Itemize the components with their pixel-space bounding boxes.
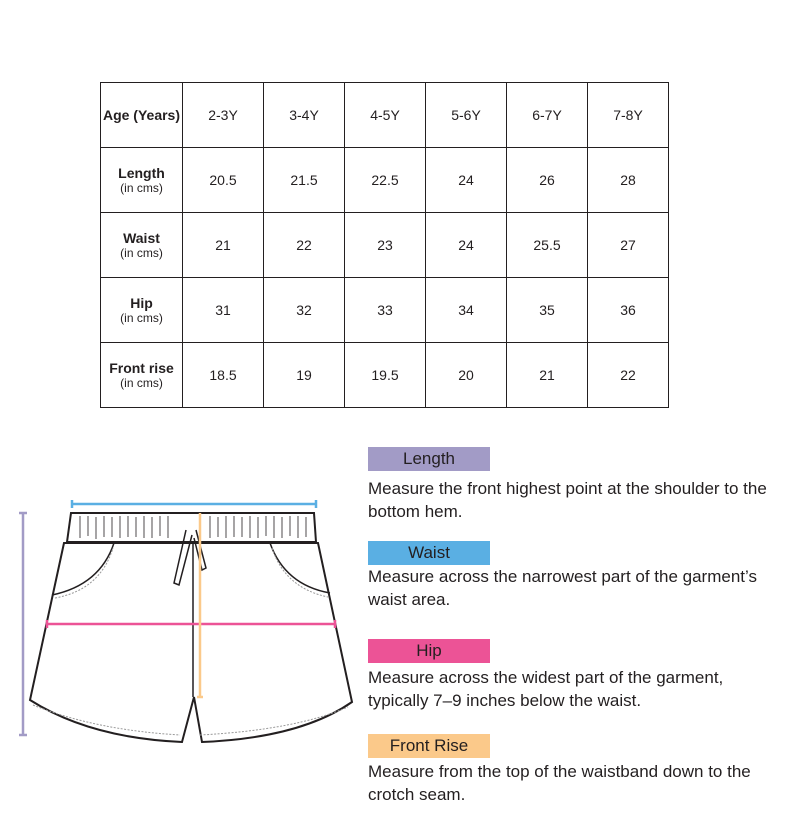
size-col: 7-8Y	[588, 83, 669, 148]
table-cell: 36	[588, 278, 669, 343]
table-cell: 32	[264, 278, 345, 343]
size-col: 6-7Y	[507, 83, 588, 148]
table-cell: 19.5	[345, 343, 426, 408]
measure-name: Waist	[123, 230, 160, 246]
table-cell: 21	[507, 343, 588, 408]
length-measure-line	[19, 513, 27, 735]
hip-description: Measure across the widest part of the garment, typically 7–9 inches below the waist.	[368, 668, 724, 710]
measure-name: Length	[118, 165, 165, 181]
size-col: 2-3Y	[183, 83, 264, 148]
shorts-outline	[30, 513, 352, 742]
measure-name: Front rise	[109, 360, 174, 376]
table-cell: 22	[264, 213, 345, 278]
length-description: Measure the front highest point at the shoulder to the bottom hem.	[368, 479, 767, 521]
table-cell: 20.5	[183, 148, 264, 213]
table-cell: 24	[426, 148, 507, 213]
waist-description: Measure across the narrowest part of the garment’s waist area.	[368, 567, 757, 609]
measure-unit: (in cms)	[120, 246, 163, 260]
table-cell: 34	[426, 278, 507, 343]
measure-unit: (in cms)	[120, 376, 163, 390]
table-cell: 19	[264, 343, 345, 408]
measure-name: Hip	[130, 295, 153, 311]
length-legend-label: Length	[368, 447, 490, 471]
table-cell: 23	[345, 213, 426, 278]
table-cell: 21	[183, 213, 264, 278]
table-cell: 18.5	[183, 343, 264, 408]
table-cell: 22.5	[345, 148, 426, 213]
table-cell: 31	[183, 278, 264, 343]
size-col: 5-6Y	[426, 83, 507, 148]
size-col: 4-5Y	[345, 83, 426, 148]
table-cell: 21.5	[264, 148, 345, 213]
measure-unit: (in cms)	[120, 311, 163, 325]
table-cell: 27	[588, 213, 669, 278]
header-label: Age (Years)	[101, 83, 183, 148]
table-cell: 24	[426, 213, 507, 278]
table-cell: 28	[588, 148, 669, 213]
table-cell: 35	[507, 278, 588, 343]
front-rise-description: Measure from the top of the waistband down to the crotch seam.	[368, 762, 751, 804]
size-col: 3-4Y	[264, 83, 345, 148]
hip-legend-label: Hip	[368, 639, 490, 663]
table-cell: 33	[345, 278, 426, 343]
table-cell: 26	[507, 148, 588, 213]
waist-legend-label: Waist	[368, 541, 490, 565]
table-cell: 25.5	[507, 213, 588, 278]
waist-measure-line	[72, 500, 316, 508]
table-cell: 20	[426, 343, 507, 408]
measure-unit: (in cms)	[120, 181, 163, 195]
front-rise-legend-label: Front Rise	[368, 734, 490, 758]
table-cell: 22	[588, 343, 669, 408]
